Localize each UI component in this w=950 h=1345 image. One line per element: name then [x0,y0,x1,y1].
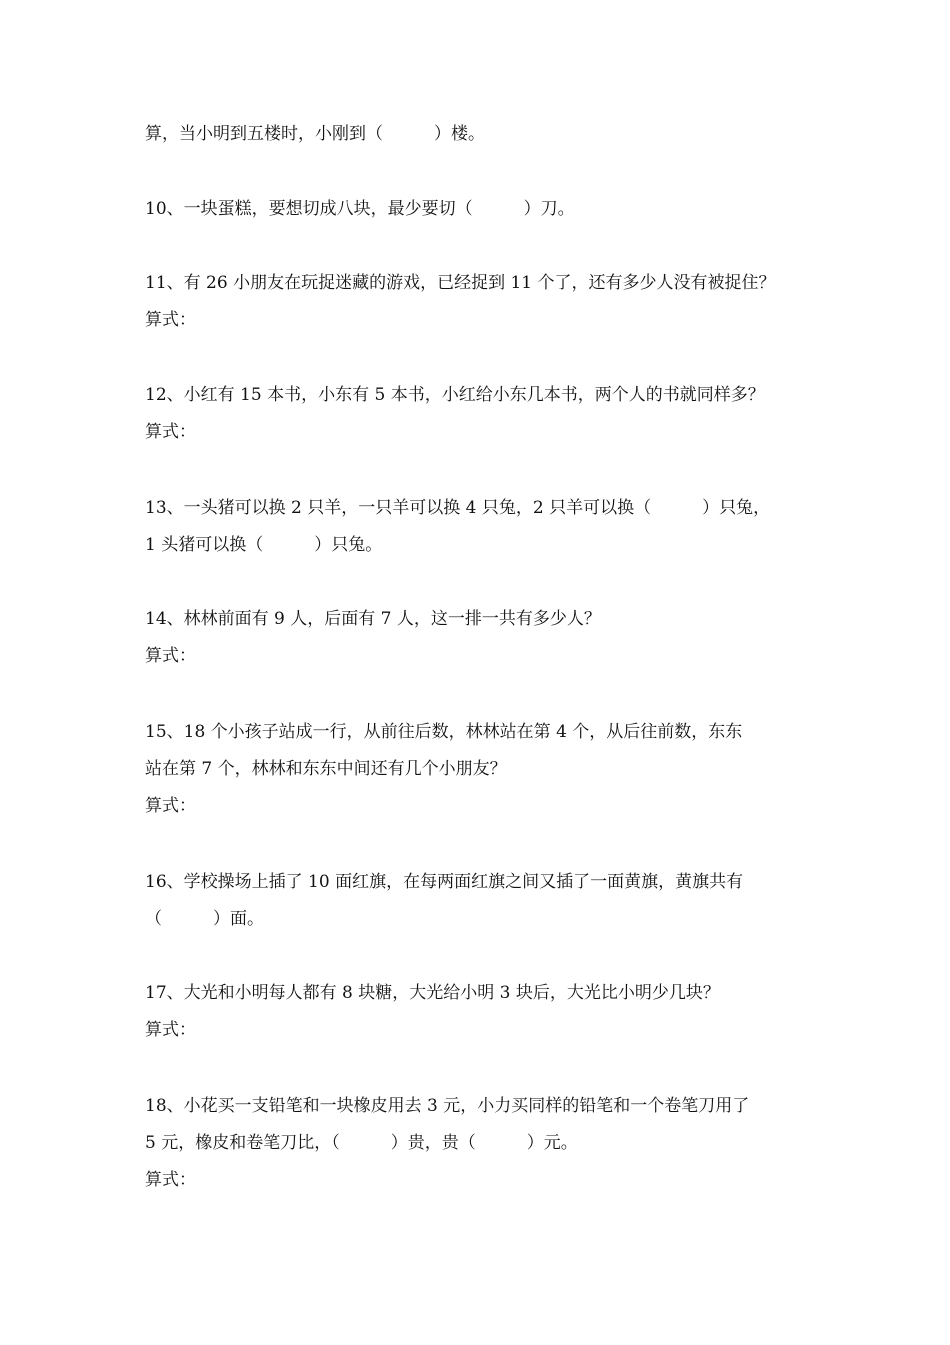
q16-text-line1: 16、学校操场上插了 10 面红旗，在每两面红旗之间又插了一面黄旗，黄旗共有 [145,872,744,892]
q10-text: 10、一块蛋糕，要想切成八块，最少要切（ ）刀。 [145,199,575,219]
q9-continuation: 算，当小明到五楼时，小刚到（ ）楼。 [145,124,485,144]
q13-text-line2: 1 头猪可以换（ ）只兔。 [145,535,383,555]
q12-formula-label: 算式： [145,422,196,442]
q15-text-line1: 15、18 个小孩子站成一行，从前往后数，林林站在第 4 个，从后往前数，东东 [145,722,743,742]
q14-formula-label: 算式： [145,646,196,666]
q18-text-line2: 5 元，橡皮和卷笔刀比，（ ）贵，贵（ ）元。 [145,1133,578,1153]
q13-text-line1: 13、一头猪可以换 2 只羊，一只羊可以换 4 只兔，2 只羊可以换（ ）只兔， [145,498,771,518]
q18-formula-label: 算式： [145,1170,196,1190]
q15-text-line2: 站在第 7 个，林林和东东中间还有几个小朋友？ [145,759,507,779]
q11-formula-label: 算式： [145,310,196,330]
q14-text: 14、林林前面有 9 人，后面有 7 人，这一排一共有多少人？ [145,609,601,629]
q17-text: 17、大光和小明每人都有 8 块糖，大光给小明 3 块后，大光比小明少几块？ [145,983,720,1003]
q16-text-line2: （ ）面。 [145,909,264,929]
q15-formula-label: 算式： [145,796,196,816]
q18-text-line1: 18、小花买一支铅笔和一块橡皮用去 3 元，小力买同样的铅笔和一个卷笔刀用了 [145,1096,750,1116]
q12-text: 12、小红有 15 本书，小东有 5 本书，小红给小东几本书，两个人的书就同样多？ [145,385,765,405]
q11-text: 11、有 26 小朋友在玩捉迷藏的游戏，已经捉到 11 个了，还有多少人没有被捉住？ [145,273,776,293]
q17-formula-label: 算式： [145,1020,196,1040]
